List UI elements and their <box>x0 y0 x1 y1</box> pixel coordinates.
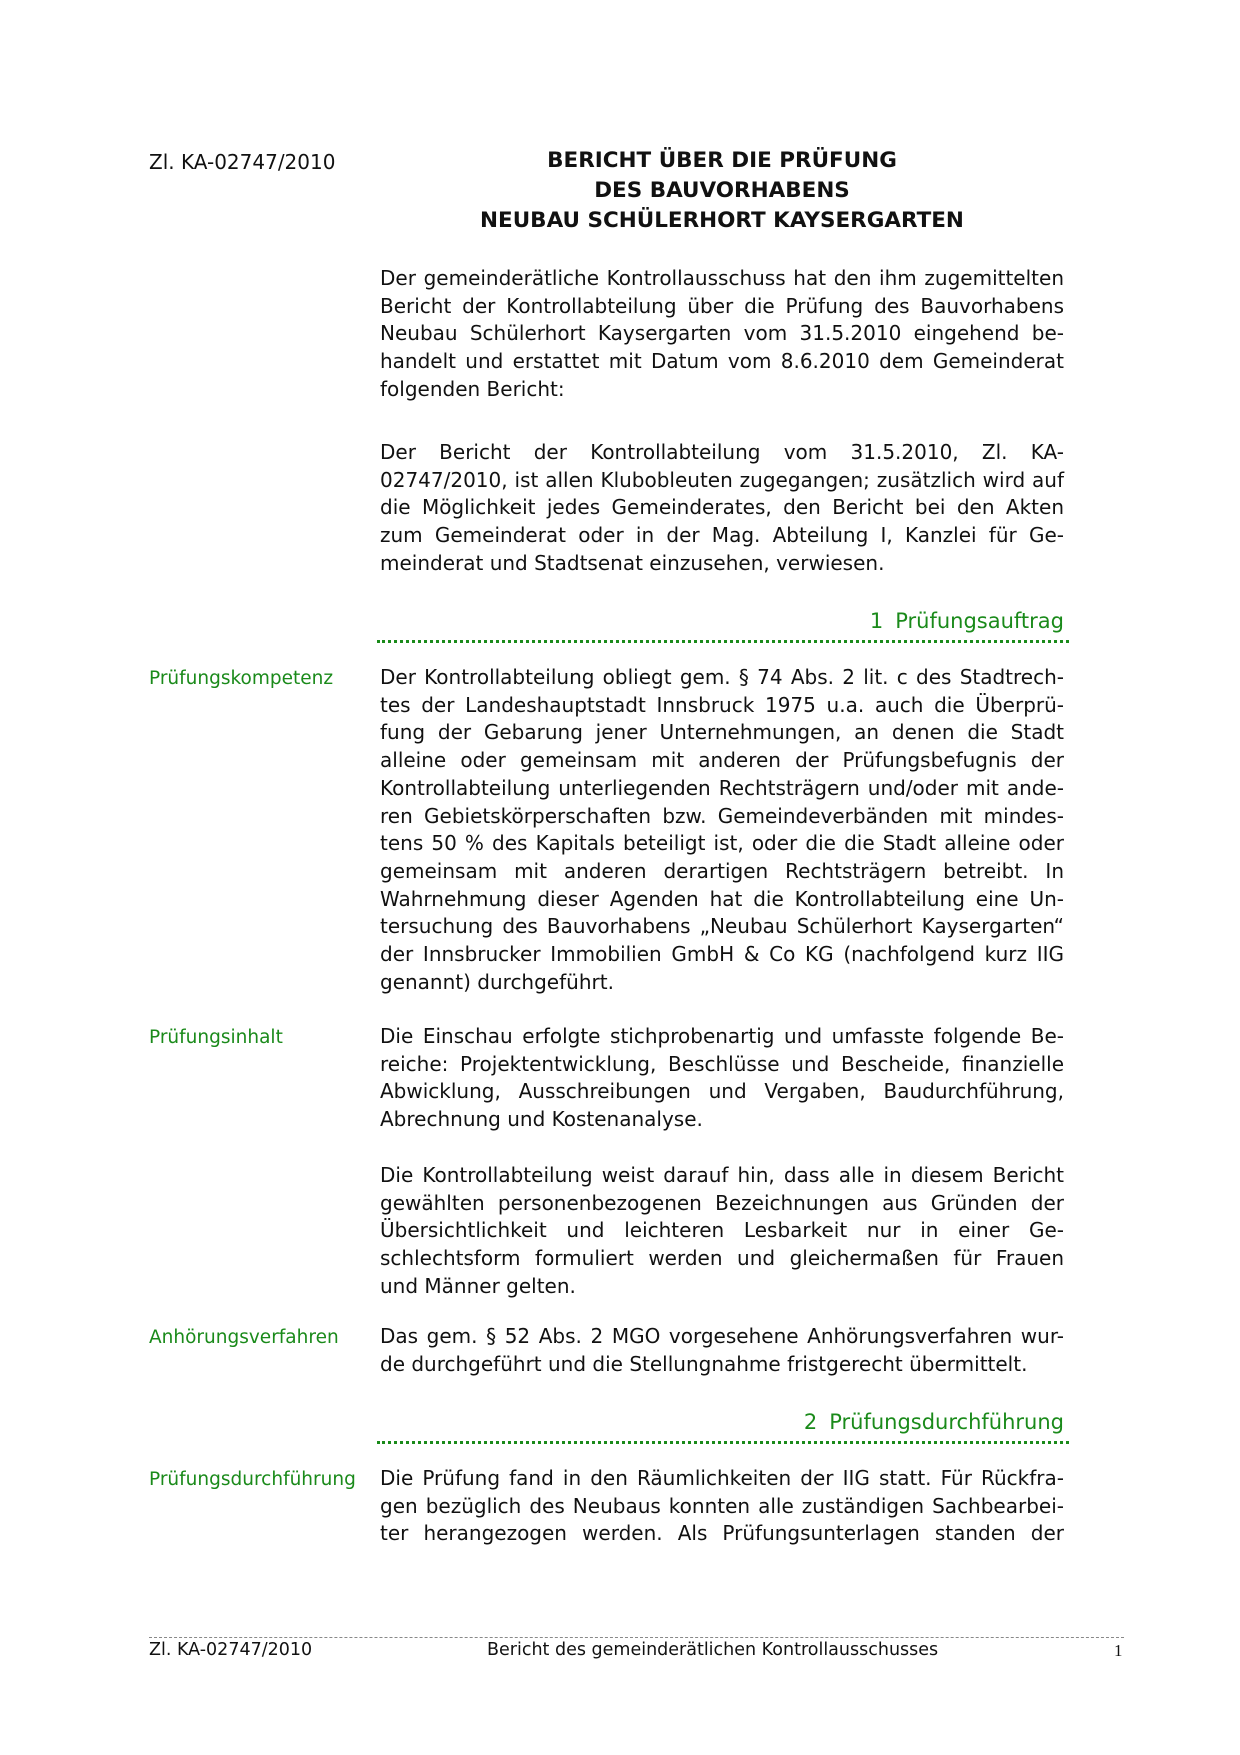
text-line: Abwicklung, Ausschreibungen und Vergaben, Baudurchführung, <box>380 1079 1064 1104</box>
paragraph-pruefungsdurchfuehrung <box>380 1465 1064 1548</box>
text-line: und Männer gelten. <box>380 1273 576 1298</box>
text-line: alleine oder gemeinsam mit anderen der Prüfungsbefugnis der <box>380 748 1064 773</box>
intro-paragraph-1 <box>380 265 1064 404</box>
report-title <box>380 146 1064 236</box>
text-line: Übersichtlichkeit und leichteren Lesbarkeit nur in einer Ge- <box>380 1218 1064 1243</box>
text-line: schlechtsform formuliert werden und gleichermaßen für Frauen <box>380 1246 1064 1271</box>
text-line: tens 50 % des Kapitals beteiligt ist, oder die die Stadt alleine oder <box>380 831 1064 856</box>
text-line: Die Kontrollabteilung weist darauf hin, dass alle in diesem Bericht <box>380 1163 1064 1187</box>
margin-label-pruefungsdurchfuehrung: Prüfungsdurchführung <box>149 1469 356 1490</box>
text-line: genannt) durchgeführt. <box>380 969 614 994</box>
section-1-heading <box>380 609 1064 633</box>
footer-divider <box>149 1637 1124 1638</box>
text-line: fung der Gebarung jener Unternehmungen, an denen die Stadt <box>380 720 1064 745</box>
text-line: gen bezüglich des Neubaus konnten alle zuständigen Sachbearbei- <box>380 1493 1064 1518</box>
title-line: NEUBAU SCHÜLERHORT KAYSERGARTEN <box>480 208 964 233</box>
intro-paragraph-2 <box>380 439 1064 578</box>
text-line: Der gemeinderätliche Kontrollausschuss hat den ihm zugemittelten <box>380 266 1064 290</box>
text-line: Wahrnehmung dieser Agenden hat die Kontrollabteilung eine Un- <box>380 886 1064 911</box>
text-line: tes der Landeshauptstadt Innsbruck 1975 u.a. auch die Überprü- <box>380 692 1064 717</box>
text-line: der Innsbrucker Immobilien GmbH & Co KG (nachfolgend kurz IIG <box>380 942 1064 967</box>
text-line: Kontrollabteilung unterliegenden Rechtsträgern und/oder mit ande- <box>380 775 1064 800</box>
section-2-heading <box>380 1410 1064 1434</box>
paragraph-pruefungsinhalt <box>380 1023 1064 1134</box>
title-line: DES BAUVORHABENS <box>594 178 850 203</box>
section-divider <box>377 640 1069 643</box>
section-number: 2 <box>803 1410 818 1434</box>
text-line: Neubau Schülerhort Kaysergarten vom 31.5.2010 eingehend be- <box>380 321 1064 346</box>
text-line: zum Gemeinderat oder in der Mag. Abteilung I, Kanzlei für Ge- <box>380 523 1064 548</box>
text-line: gemeinsam mit anderen derartigen Rechtsträgern betreibt. In <box>380 858 1064 883</box>
text-line: ren Gebietskörperschaften bzw. Gemeindeverbänden mit mindes- <box>380 803 1064 828</box>
paragraph-anhoerungsverfahren <box>380 1323 1064 1378</box>
paragraph-pruefungskompetenz <box>380 664 1064 996</box>
paragraph-gender-note <box>380 1162 1064 1301</box>
text-line: tersuchung des Bauvorhabens „Neubau Schülerhort Kaysergarten“ <box>380 914 1064 939</box>
text-line: Die Einschau erfolgte stichprobenartig und umfasste folgende Be- <box>380 1024 1064 1048</box>
text-line: Der Bericht der Kontrollabteilung vom 31.5.2010, Zl. KA- <box>380 440 1064 464</box>
text-line: gewählten personenbezogenen Bezeichnungen aus Gründen der <box>380 1190 1064 1215</box>
margin-label-pruefungskompetenz: Prüfungskompetenz <box>149 668 334 689</box>
text-line: Bericht der Kontrollabteilung über die Prüfung des Bauvorhabens <box>380 293 1064 318</box>
margin-label-anhoerungsverfahren: Anhörungsverfahren <box>149 1327 339 1348</box>
text-line: Die Prüfung fand in den Räumlichkeiten der IIG statt. Für Rückfra- <box>380 1466 1064 1490</box>
footer-reference: Zl. KA-02747/2010 <box>149 1640 313 1660</box>
text-line: folgenden Bericht: <box>380 376 565 401</box>
footer-title: Bericht des gemeinderätlichen Kontrollausschusses <box>487 1640 939 1660</box>
margin-label-pruefungsinhalt: Prüfungsinhalt <box>149 1027 283 1048</box>
text-line: die Möglichkeit jedes Gemeinderates, den Bericht bei den Akten <box>380 495 1064 520</box>
text-line: meinderat und Stadtsenat einzusehen, verwiesen. <box>380 550 885 575</box>
text-line: reiche: Projektentwicklung, Beschlüsse und Bescheide, finanzielle <box>380 1051 1064 1076</box>
section-divider <box>377 1441 1069 1444</box>
section-number: 1 <box>869 609 884 633</box>
section-title: Prüfungsauftrag <box>895 609 1064 633</box>
text-line: ter herangezogen werden. Als Prüfungsunterlagen standen der <box>380 1521 1064 1546</box>
page-number: 1 <box>1114 1641 1123 1660</box>
text-line: Das gem. § 52 Abs. 2 MGO vorgesehene Anhörungsverfahren wur- <box>380 1324 1064 1348</box>
text-line: handelt und erstattet mit Datum vom 8.6.2010 dem Gemeinderat <box>380 349 1064 374</box>
document-reference: Zl. KA-02747/2010 <box>149 150 336 174</box>
text-line: Abrechnung und Kostenanalyse. <box>380 1107 703 1132</box>
text-line: Der Kontrollabteilung obliegt gem. § 74 Abs. 2 lit. c des Stadtrech- <box>380 665 1064 689</box>
title-line: BERICHT ÜBER DIE PRÜFUNG <box>547 148 897 173</box>
section-title: Prüfungsdurchführung <box>829 1410 1064 1434</box>
text-line: 02747/2010, ist allen Klubobleuten zugegangen; zusätzlich wird auf <box>380 467 1064 492</box>
text-line: de durchgeführt und die Stellungnahme fristgerecht übermittelt. <box>380 1351 1028 1376</box>
